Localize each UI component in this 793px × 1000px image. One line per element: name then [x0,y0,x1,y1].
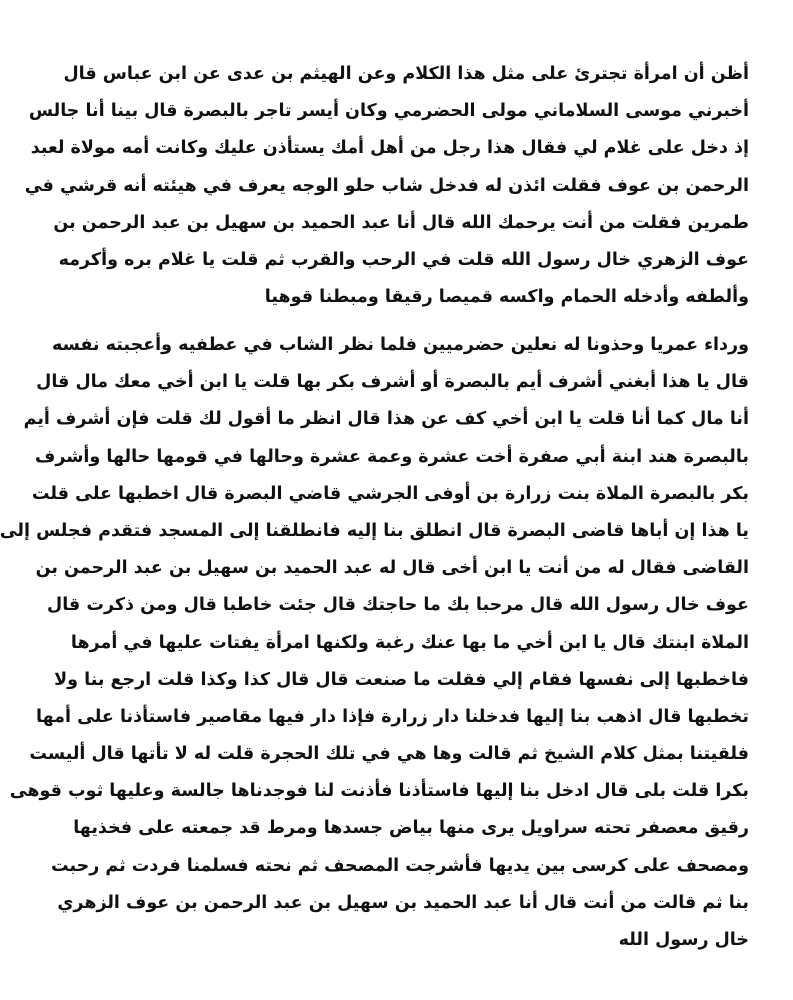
text-line: بالبصرة هند ابنة أبي صفرة أخت عشرة وعمة عشرة وحالها في قومها حالها وأشرف [35,446,749,467]
text-line: خال رسول الله [618,930,749,950]
text-line: وألطفه وأدخله الحمام واكسه قميصا رقيقا ومبطنا قوهيا [264,287,749,308]
text-line: ورداء عمريا وحذونا له نعلين حضرميين فلما نظر الشاب في عطفيه وأعجبته نفسه [52,335,749,355]
text-line: الرحمن بن عوف فقلت ائذن له فدخل شاب حلو الوجه يعرف في هيئته أنه قرشي في [24,175,749,196]
text-line: قال يا هذا أبغني أشرف أيم بالبصرة أو أشرف بكر بها قلت يا ابن أخي معك مال قال [36,372,749,393]
text-line: بنا ثم قالت من أنت قال أنا عبد الحميد بن سهيل بن عبد الرحمن بن عوف الزهري [57,892,749,913]
text-line: أنا مال كما أنا قلت يا ابن أخي كف عن هذا قال انظر ما أقول لك قلت فإن أشرف أيم [23,409,749,430]
text-line: رقيق معصفر تحته سراويل يرى منها بياض جسدها ومرط قد جمعته على فخذيها [73,818,749,839]
text-line: أخبرني موسى السلاماني مولى الحضرمي وكان أيسر تاجر بالبصرة قال بينا أنا جالس [28,101,749,122]
text-line: فاخطبها إلى نفسها فقام إلي فقلت ما صنعت قال قال كذا وكذا قلت ارجع بنا ولا [54,669,749,690]
text-line: إذ دخل على غلام لي فقال هذا رجل من أهل أمك يستأذن عليك وكانت أمه مولاة لعبد [30,138,749,159]
text-line: تخطبها قال اذهب بنا إليها فدخلنا دار زرارة فإذا دار فيها مقاصير فاستأذنا على أمها [36,706,749,727]
text-line: عوف الزهري خال رسول الله قلت في الرحب والقرب ثم قلت يا غلام بره وأكرمه [58,249,749,270]
text-line: طمرين فقلت من أنت يرحمك الله قال أنا عبد الحميد بن سهيل بن عبد الرحمن بن [53,212,749,233]
text-line: بكر بالبصرة الملاة بنت زرارة بن أوفى الجرشي قاضي البصرة قال اخطبها على قلت [31,483,749,504]
text-line: الملاة ابنتك قال يا ابن أخي ما بها عنك رغبة ولكنها امرأة يفتات عليها في أمرها [70,632,749,653]
text-line: أظن أن امرأة تجترئ على مثل هذا الكلام وعن الهيثم بن عدى عن ابن عباس قال [63,64,749,84]
text-line: فلقيتنا بمثل كلام الشيخ ثم قالت وها هي في تلك الحجرة قلت له لا تأتها قال أليست [29,744,749,765]
text-line: ومصحف على كرسى بين يديها فأشرجت المصحف ثم نحته فسلمنا فردت ثم رحبت [50,855,749,876]
paragraph [0,327,749,959]
text-line: القاضى فقال له من أنت يا ابن أخى قال له عبد الحميد بن سهيل بن عبد الرحمن بن [35,558,749,579]
paragraph [24,56,749,316]
text-line: عوف خال رسول الله قال مرحبا بك ما حاجتك قال جئت خاطبا قال ومن ذكرت قال [47,595,749,616]
text-line: بكرا قلت بلى قال ادخل بنا إليها فاستأذنا فأذنت لنا فوجدناها جالسة وعليها ثوب قوهى [9,781,749,802]
text-line: يا هذا إن أباها قاضى البصرة قال انطلق بنا إليه فانطلقنا إلى المسجد فتقدم فجلس إلى [0,520,749,541]
